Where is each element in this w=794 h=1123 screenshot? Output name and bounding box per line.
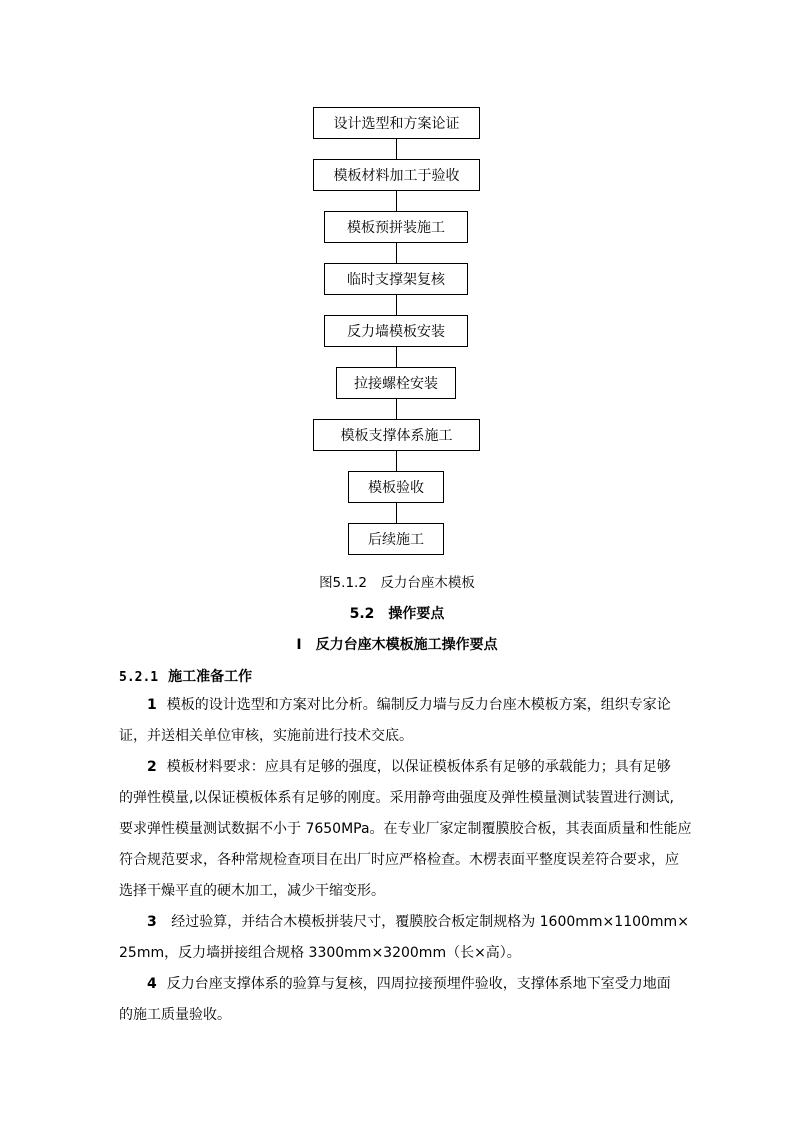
paragraph-text: 经过验算，并结合木模板拼装尺寸，覆膜胶合板定制规格为 1600mm×1100mm× xyxy=(166,914,689,930)
flow-step-temp-support: 临时支撑架复核 xyxy=(324,263,468,295)
paragraph-line: 要求弹性模量测试数据不小于 7650MPa。在专业厂家定制覆膜胶合板，其表面质量和性能应 xyxy=(119,821,692,837)
paragraph-text: 反力台座支撑体系的验算与复核，四周拉接预埋件验收，支撑体系地下室受力地面 xyxy=(166,976,671,992)
paragraph-1 xyxy=(119,690,675,752)
paragraph-number: 1 xyxy=(147,697,157,713)
paragraph-number: 2 xyxy=(147,759,157,775)
section-heading: 5.2 操作要点 xyxy=(349,606,445,622)
section-subheading: Ⅰ 反力台座木模板施工操作要点 xyxy=(296,637,498,653)
paragraph-line: 选择干燥平直的硬木加工，减少干缩变形。 xyxy=(119,883,385,899)
subsection-number: 5.2.1 xyxy=(119,670,159,685)
flow-connector xyxy=(396,503,397,523)
flow-connector xyxy=(396,399,397,419)
paragraph-line: 的弹性模量,以保证模板体系有足够的刚度。采用静弯曲强度及弹性模量测试装置进行测试, xyxy=(119,790,674,806)
paragraph-text: 模板材料要求：应具有足够的强度，以保证模板体系有足够的承载能力；具有足够 xyxy=(166,759,671,775)
flow-connector xyxy=(396,139,397,159)
flow-connector xyxy=(396,347,397,367)
paragraph-line xyxy=(119,690,675,721)
flow-step-follow-up: 后续施工 xyxy=(348,523,444,555)
flow-step-preassembly: 模板预拼装施工 xyxy=(324,211,468,243)
flow-step-wall-formwork: 反力墙模板安装 xyxy=(324,315,468,347)
paragraph-line: 25mm，反力墙拼接组合规格 3300mm×3200mm（长×高）。 xyxy=(119,945,521,961)
flow-step-tie-bolts: 拉接螺栓安装 xyxy=(336,367,456,399)
subsection-title: 施工准备工作 xyxy=(168,669,253,685)
flow-step-acceptance: 模板验收 xyxy=(348,471,444,503)
paragraph-2 xyxy=(119,752,692,907)
figure-caption: 图5.1.2 反力台座木模板 xyxy=(319,575,475,591)
paragraph-3 xyxy=(119,907,689,969)
flow-step-design: 设计选型和方案论证 xyxy=(313,107,480,139)
flow-connector xyxy=(396,295,397,315)
paragraph-line: 符合规范要求，各种常规检查项目在出厂时应严格检查。木楞表面平整度误差符合要求，应 xyxy=(119,852,679,868)
paragraph-number: 4 xyxy=(147,976,157,992)
paragraph-line xyxy=(119,752,675,783)
flow-step-support-system: 模板支撑体系施工 xyxy=(313,419,480,451)
subsection-heading xyxy=(119,666,252,686)
paragraph-number: 3 xyxy=(147,914,157,930)
paragraph-text: 模板的设计选型和方案对比分析。编制反力墙与反力台座木模板方案，组织专家论 xyxy=(166,697,671,713)
paragraph-line: 证，并送相关单位审核，实施前进行技术交底。 xyxy=(119,728,413,744)
paragraph-line: 的施工质量验收。 xyxy=(119,1007,231,1023)
flow-step-material: 模板材料加工于验收 xyxy=(313,159,480,191)
paragraph-line xyxy=(119,969,675,1000)
flow-connector xyxy=(396,191,397,211)
paragraph-4 xyxy=(119,969,675,1031)
flow-connector xyxy=(396,451,397,471)
paragraph-line xyxy=(119,907,689,938)
flow-connector xyxy=(396,243,397,263)
